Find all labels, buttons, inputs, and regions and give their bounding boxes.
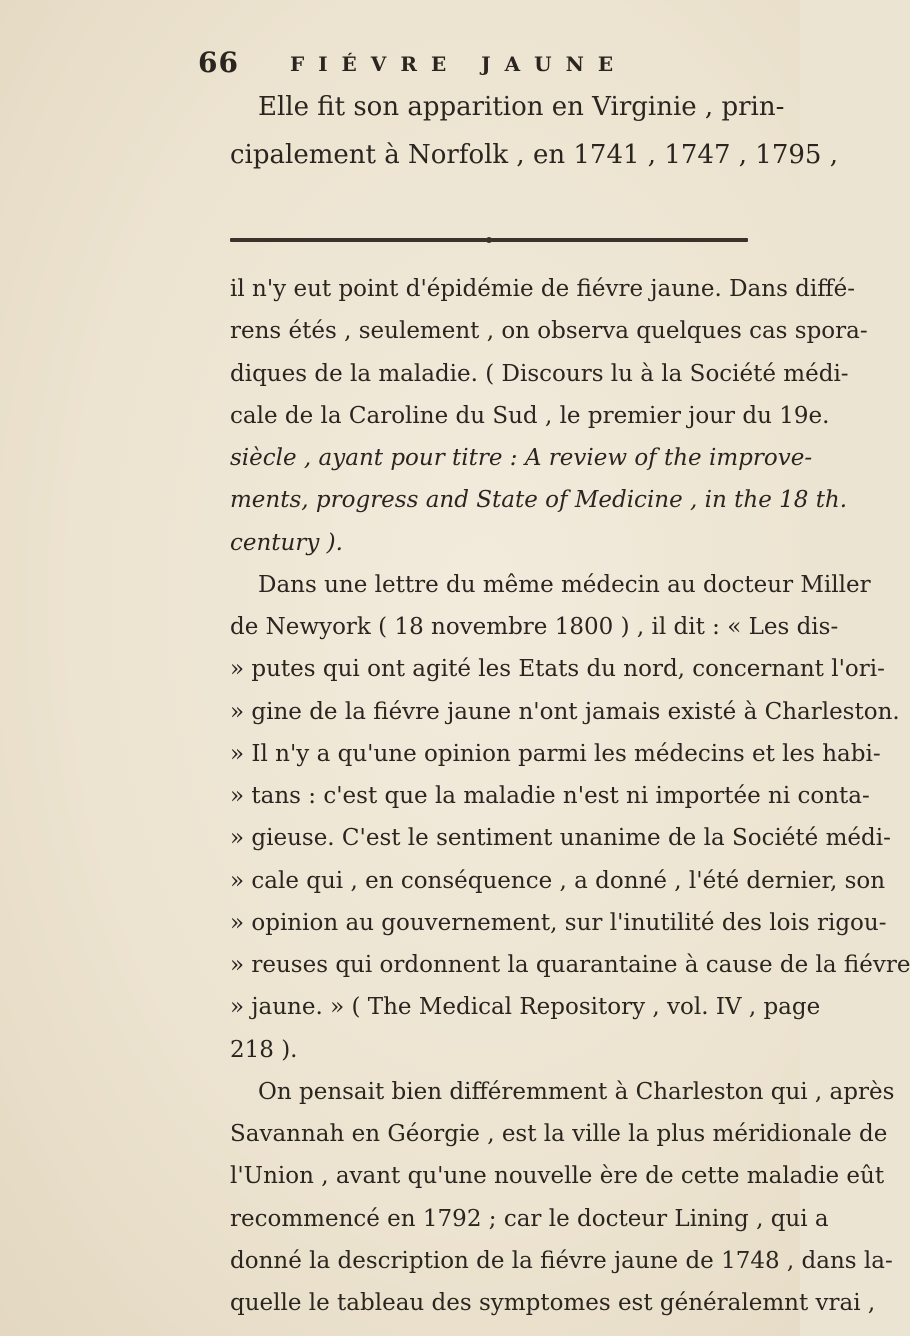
- text-line: rens étés , seulement , on observa quelques cas spora-: [230, 318, 868, 344]
- text-line: » opinion au gouvernement, sur l'inutilité des lois rigou-: [230, 910, 887, 936]
- text-line: Dans une lettre du même médecin au docteur Miller: [258, 572, 871, 598]
- text-line: century ).: [230, 530, 343, 556]
- text-line: siècle , ayant pour titre : A review of the improve-: [230, 445, 813, 471]
- text-line: » putes qui ont agité les Etats du nord, concernant l'ori-: [230, 656, 885, 682]
- text-line: » gine de la fiévre jaune n'ont jamais existé à Charleston.: [230, 699, 900, 725]
- page-header: [198, 42, 758, 82]
- page-number: 66: [198, 46, 239, 79]
- text-line: il n'y eut point d'épidémie de fiévre jaune. Dans diffé-: [230, 276, 855, 302]
- text-line: donné la description de la fiévre jaune de 1748 , dans la-: [230, 1248, 893, 1274]
- text-line: diques de la maladie. ( Discours lu à la Société médi-: [230, 361, 849, 387]
- text-line: 218 ).: [230, 1037, 298, 1063]
- text-line: Savannah en Géorgie , est la ville la plus méridionale de: [230, 1121, 888, 1147]
- running-title: FIÉVRE JAUNE: [290, 52, 628, 76]
- text-line: quelle le tableau des symptomes est généralemnt vrai ,: [230, 1290, 876, 1316]
- text-line: On pensait bien différemment à Charleston qui , après: [258, 1079, 895, 1105]
- text-line: cale de la Caroline du Sud , le premier jour du 19e.: [230, 403, 830, 429]
- text-line: Elle fit son apparition en Virginie , prin-: [258, 92, 785, 122]
- text-line: » cale qui , en conséquence , a donné , l'été dernier, son: [230, 868, 886, 894]
- text-line: » Il n'y a qu'une opinion parmi les médecins et les habi-: [230, 741, 881, 767]
- text-line: » jaune. » ( The Medical Repository , vol. IV , page: [230, 994, 821, 1020]
- divider-ornament: [486, 237, 492, 243]
- text-line: ments, progress and State of Medicine , in the 18 th.: [230, 487, 848, 513]
- text-line: » gieuse. C'est le sentiment unanime de la Société médi-: [230, 825, 891, 851]
- text-line: de Newyork ( 18 novembre 1800 ) , il dit : « Les dis-: [230, 614, 839, 640]
- text-line: l'Union , avant qu'une nouvelle ère de cette maladie eût: [230, 1163, 885, 1189]
- text-line: cipalement à Norfolk , en 1741 , 1747 , 1795 ,: [230, 140, 838, 170]
- text-line: recommencé en 1792 ; car le docteur Lining , qui a: [230, 1206, 829, 1232]
- text-line: » tans : c'est que la maladie n'est ni importée ni conta-: [230, 783, 870, 809]
- text-line: » reuses qui ordonnent la quarantaine à cause de la fiévre: [230, 952, 910, 978]
